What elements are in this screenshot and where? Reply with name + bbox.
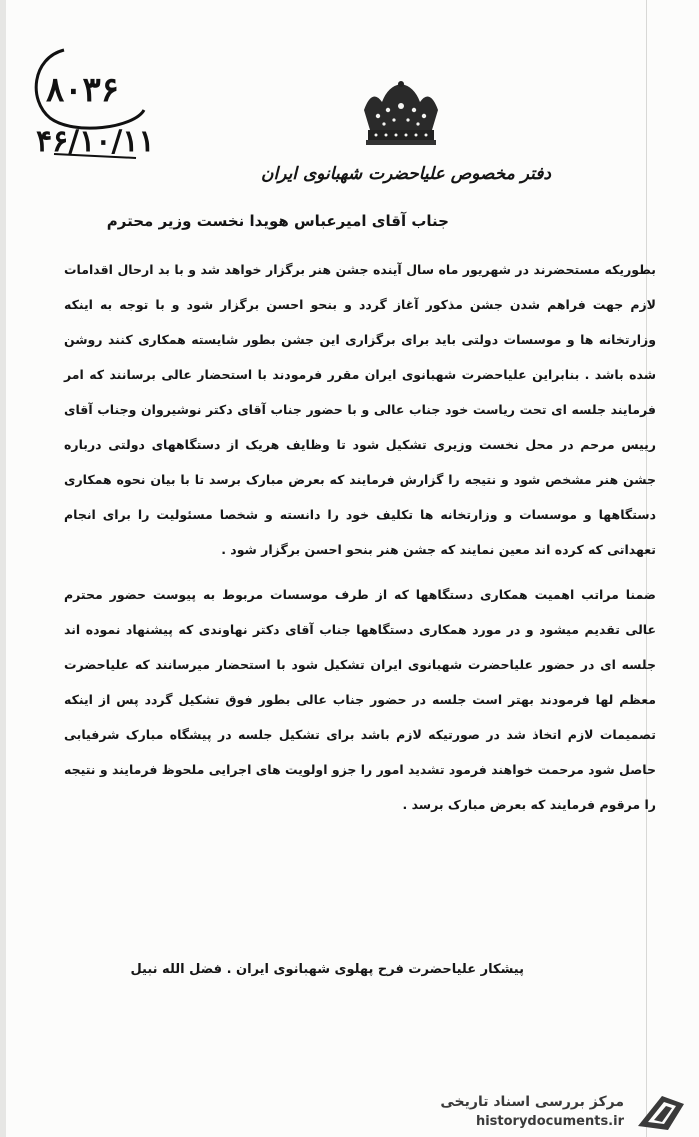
registry-date: ۴۶/۱۰/۱۱: [36, 124, 155, 159]
archive-logo-icon: [632, 1092, 688, 1132]
archive-watermark: [416, 1092, 696, 1132]
letter-signature: پیشکار علیاحضرت فرح پهلوی شهبانوی ایران . فضل الله نبیل: [130, 962, 524, 977]
office-letterhead-title: دفتر مخصوص علیاحضرت شهبانوی ایران: [260, 164, 551, 184]
registry-number: ۸۰۳۶: [46, 70, 120, 110]
watermark-url: historydocuments.ir: [475, 1114, 624, 1129]
crown-emblem-icon: [358, 80, 444, 148]
watermark-org-name: مرکز بررسی اسناد تاریخی: [440, 1094, 624, 1110]
letter-paragraph-2: ضمنا مراتب اهمیت همکاری دستگاهها که از طرف موسسات مربوط به پیوست حضور محترم عالی تقدیم میشود و در مورد همکاری دستگاهها جناب آقای دکتر نهاوندی که پیشنهاد نموده اند جلسه ای در حضور علیاحضرت شهبانوی ایران تشکیل شود با استحضار میرسانند که علیاحضرت معظم لها فرمودند بهتر است جلسه در حضور جناب عالی بطور فوق تشکیل گردد پس از اینکه تصمیمات لازم اتخاذ شد در صورتیکه لازم باشد برای تشکیل جلسه در پیشگاه مبارک شرفیابی حاصل شود مرحمت خواهند فرمود تشدید امور را جزو اولویت های اجرایی ملحوظ فرمایند و نتیجه را مرقوم فرمایند که بعرض مبارک برسد .: [64, 587, 656, 812]
letter-paragraph-1: بطوریکه مستحضرند در شهریور ماه سال آینده جشن هنر برگزار خواهد شد و با بد ارحال اقدامات لازم جهت فراهم شدن جشن مذکور آغاز گردد و بنحو احسن برگزار شود و با توجه به اینکه وزارتخانه ها و موسسات دولتی باید برای برگزاری این جشن بطور شایسته همکاری کنند روشن شده باشد . بنابراین علیاحضرت شهبانوی ایران مقرر فرمودند با استحضار عالی برسانند که امر فرمایند جلسه ای تحت ریاست خود جناب عالی و با حضور جناب آقای دکتر نوشیروان وجناب آقای رییس مرحم در محل نخست وزیری تشکیل شود تا وظایف هریک از دستگاههای دولتی درباره جشن هنر مشخص شود و نتیجه را گزارش فرمایند که بعرض مبارک برسد تا با بیان نحوه همکاری دستگاهها و موسسات و وزارتخانه ها تکلیف خود را دانسته و شخصا مسئولیت را برای انجام تعهداتی که کرده اند معین نمایند که جشن هنر بنحو احسن برگزار شود .: [64, 262, 656, 557]
letter-body: [64, 252, 656, 822]
letter-salutation: جناب آقای امیرعباس هویدا نخست وزیر محترم: [106, 212, 449, 230]
